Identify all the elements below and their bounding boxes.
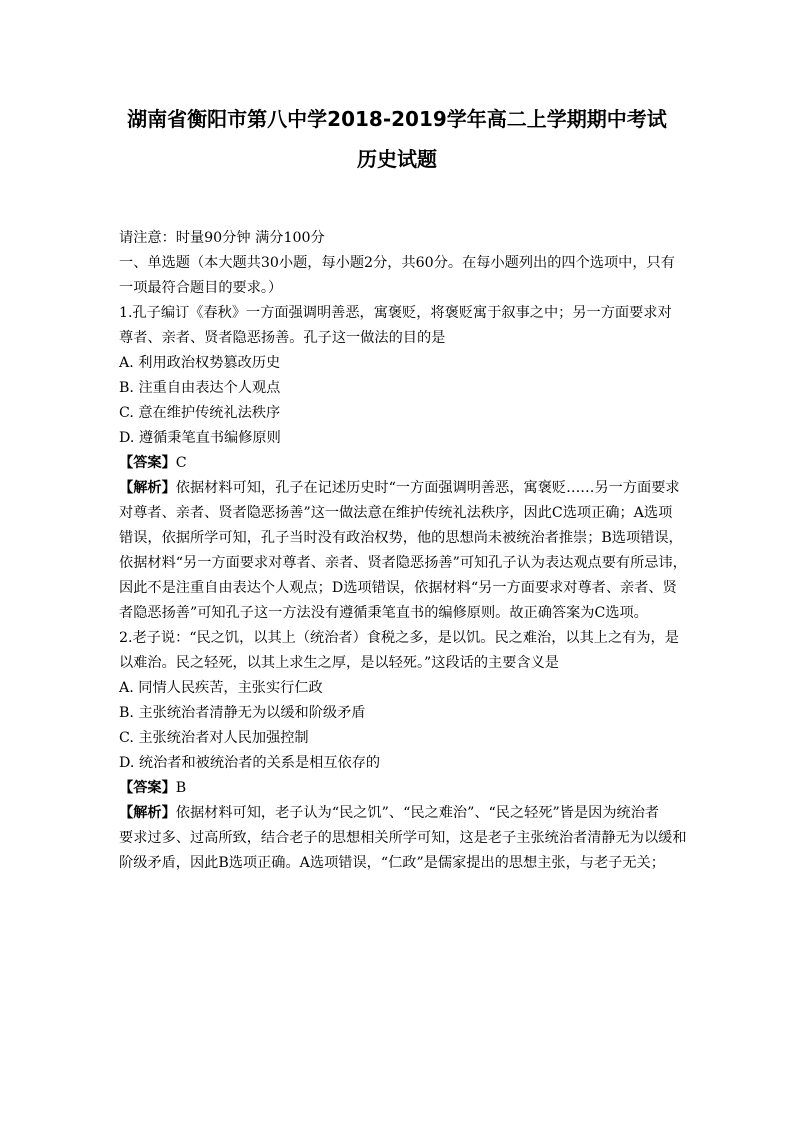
question-1	[119, 301, 687, 626]
section-heading-line: 一、单选题（本大题共30小题，每小题2分，共60分。在每小题列出的四个选项中，只有	[119, 255, 675, 271]
answer-tag: 【答案】	[119, 780, 176, 796]
analysis-text: 依据材料可知，老子认为“民之饥”、“民之难治”、“民之轻死”皆是因为统治者	[175, 805, 660, 821]
option-d: D. 统治者和被统治者的关系是相互依存的	[119, 755, 381, 771]
option-b: B. 注重自由表达个人观点	[119, 380, 281, 396]
analysis-text: 要求过多、过高所致，结合老子的思想相关所学可知，这是老子主张统治者清静无为以缓和	[119, 830, 687, 846]
option-b: B. 主张统治者清静无为以缓和阶级矛盾	[119, 705, 366, 721]
page-subtitle: 历史试题	[357, 147, 437, 171]
option-c: C. 主张统治者对人民加强控制	[119, 730, 309, 746]
question-stem: 2.老子说：“民之饥，以其上（统治者）食税之多，是以饥。民之难治，以其上之有为，是	[119, 630, 679, 646]
question-stem: 尊者、亲者、贤者隐恶扬善。孔子这一做法的目的是	[119, 330, 446, 346]
analysis-tag: 【解析】	[119, 805, 176, 821]
answer-value: B	[175, 780, 187, 796]
analysis-line	[119, 801, 675, 826]
answer-line	[119, 776, 675, 801]
document-body	[119, 226, 687, 876]
question-2	[119, 626, 687, 876]
answer-tag: 【答案】	[119, 455, 176, 471]
answer-line	[119, 451, 675, 476]
analysis-line	[119, 476, 680, 501]
page-title: 湖南省衡阳市第八中学2018-2019学年高二上学期期中考试	[127, 107, 667, 131]
option-a: A. 利用政治权势篡改历史	[119, 355, 281, 371]
analysis-text: 对尊者、亲者、贤者隐恶扬善”这一做法意在维护传统礼法秩序，因此C选项正确；A选项	[119, 505, 673, 521]
analysis-text: 错误，依据所学可知，孔子当时没有政治权势，他的思想尚未被统治者推崇；B选项错误，	[119, 530, 683, 546]
section-heading-line: 一项最符合题目的要求。）	[119, 280, 283, 296]
analysis-tag: 【解析】	[119, 480, 176, 496]
exam-notice: 请注意：时量90分钟 满分100分	[119, 230, 325, 246]
answer-value: C	[175, 455, 187, 471]
analysis-text: 依据材料可知，孔子在记述历史时“一方面强调明善恶，寓褒贬……另一方面要求	[175, 480, 680, 496]
question-stem: 1.孔子编订《春秋》一方面强调明善恶，寓褒贬，将褒贬寓于叙事之中；另一方面要求对	[119, 305, 672, 321]
option-d: D. 遵循秉笔直书编修原则	[119, 430, 281, 446]
analysis-text: 依据材料“另一方面要求对尊者、亲者、贤者隐恶扬善”可知孔子认为表达观点要有所忌讳，	[119, 555, 687, 571]
option-c: C. 意在维护传统礼法秩序	[119, 405, 281, 421]
analysis-text: 阶级矛盾，因此B选项正确。A选项错误，“仁政”是儒家提出的思想主张，与老子无关；	[119, 855, 665, 871]
question-stem: 以难治。民之轻死，以其上求生之厚，是以轻死。”这段话的主要含义是	[119, 655, 559, 671]
option-a: A. 同情人民疾苦，主张实行仁政	[119, 680, 323, 696]
analysis-text: 者隐恶扬善”可知孔子这一方法没有遵循秉笔直书的编修原则。故正确答案为C选项。	[119, 605, 648, 621]
analysis-text: 因此不是注重自由表达个人观点；D选项错误，依据材料“另一方面要求对尊者、亲者、贤	[119, 580, 677, 596]
